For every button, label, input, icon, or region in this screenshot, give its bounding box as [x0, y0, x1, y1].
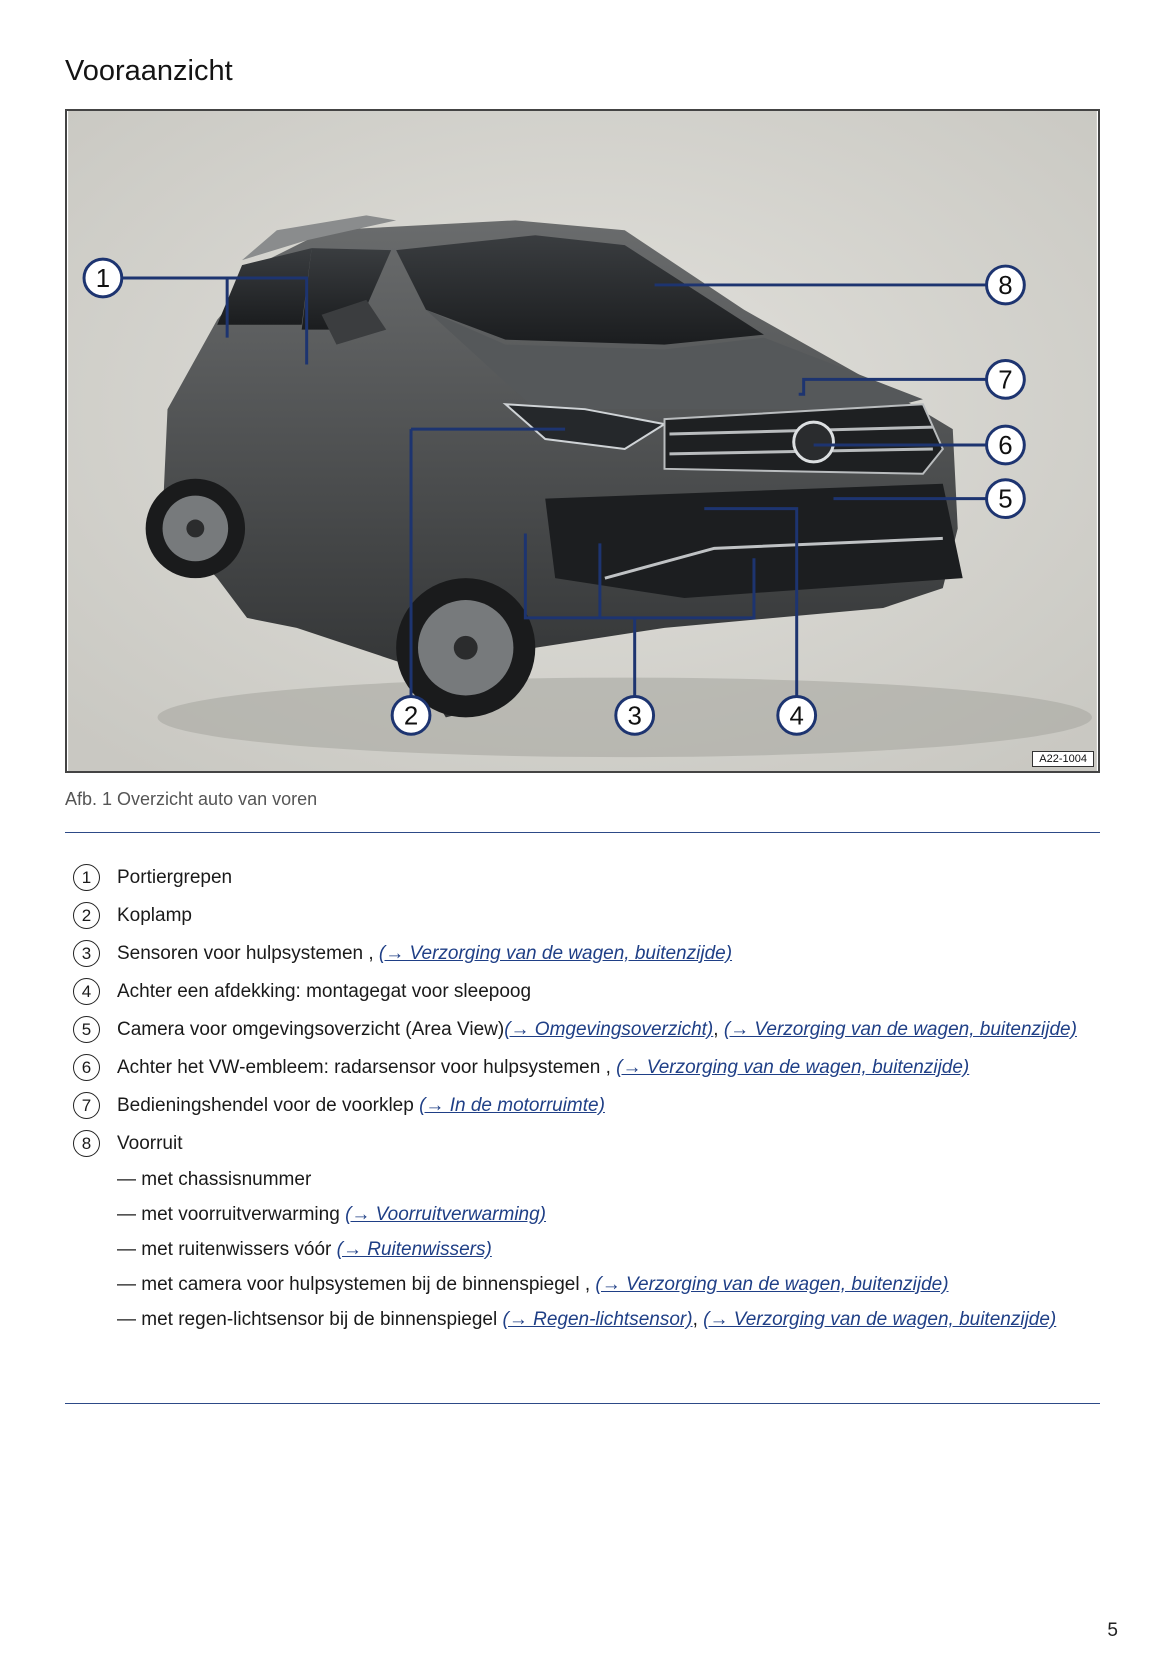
- windshield-subitem: [73, 1272, 1103, 1298]
- subitem-text: — met camera voor hulpsystemen bij de binnenspiegel ,: [117, 1274, 596, 1295]
- callout-6: [987, 426, 1025, 464]
- legend-list: [73, 863, 1103, 1342]
- callout-5: [987, 480, 1025, 518]
- svg-text:7: 7: [998, 366, 1013, 395]
- page-title: Vooraanzicht: [65, 55, 233, 87]
- callout-1: [84, 259, 122, 297]
- svg-text:3: 3: [627, 702, 642, 731]
- legend-number: 1: [73, 864, 100, 891]
- legend-item-6: [73, 1053, 1103, 1082]
- legend-number: 7: [73, 1092, 100, 1119]
- car-front-figure: [65, 109, 1100, 773]
- legend-item-2: [73, 901, 1103, 930]
- legend-item-3: [73, 939, 1103, 968]
- legend-text: Achter het VW-embleem: radarsensor voor hulpsystemen ,: [117, 1057, 617, 1078]
- page-number: 5: [1107, 1620, 1118, 1641]
- svg-text:6: 6: [998, 431, 1013, 460]
- subitem-text: — met ruitenwissers vóór: [117, 1239, 337, 1260]
- windshield-subitem: [73, 1202, 1103, 1228]
- legend-number: 4: [73, 978, 100, 1005]
- legend-text: Portiergrepen: [117, 867, 233, 888]
- cross-reference-link[interactable]: (→ Verzorging van de wagen, buitenzijde): [595, 1274, 949, 1295]
- svg-text:4: 4: [789, 702, 804, 731]
- legend-number: 8: [73, 1130, 100, 1157]
- callout-8: [987, 266, 1025, 304]
- legend-item-1: [73, 863, 1103, 892]
- figure-caption: Afb. 1 Overzicht auto van voren: [65, 789, 318, 809]
- svg-text:1: 1: [95, 264, 111, 293]
- cross-reference-link[interactable]: (→ In de motorruimte): [419, 1095, 605, 1116]
- windshield-subitem: [73, 1167, 1103, 1193]
- cross-reference-link[interactable]: (→ Verzorging van de wagen, buitenzijde): [378, 943, 733, 964]
- legend-number: 3: [73, 940, 100, 967]
- legend-number: 5: [73, 1016, 100, 1043]
- figure-code: A22-1004: [1032, 751, 1094, 767]
- cross-reference-link[interactable]: (→ Ruitenwissers): [336, 1239, 492, 1260]
- legend-item-7: [73, 1091, 1103, 1120]
- subitem-text: — met chassisnummer: [117, 1169, 312, 1190]
- windshield-subitem: — met regen-lichtsensor bij de binnenspiegel (→ Regen-lichtsensor), (→ Verzorging van de wagen, buitenzijde): [117, 1309, 1057, 1330]
- legend-number: 2: [73, 902, 100, 929]
- divider-top: [65, 832, 1100, 833]
- legend-text: Achter een afdekking: montagegat voor sleepoog: [117, 981, 532, 1002]
- svg-text:8: 8: [998, 271, 1013, 300]
- svg-text:2: 2: [403, 702, 419, 731]
- cross-reference-link[interactable]: (→ Verzorging van de wagen, buitenzijde): [723, 1019, 1077, 1040]
- callout-3: [616, 696, 654, 734]
- vw-emblem: [794, 422, 834, 462]
- subitem-text: — met regen-lichtsensor bij de binnenspiegel: [117, 1309, 503, 1330]
- cross-reference-link[interactable]: (→ Omgevingsoverzicht): [504, 1019, 714, 1040]
- subitem-text: — met voorruitverwarming: [117, 1204, 346, 1225]
- callout-7: [987, 360, 1025, 398]
- cross-reference-link[interactable]: (→ Verzorging van de wagen, buitenzijde): [616, 1057, 970, 1078]
- legend-item-4: [73, 977, 1103, 1006]
- legend-text: Koplamp: [117, 905, 192, 926]
- cross-reference-link[interactable]: (→ Verzorging van de wagen, buitenzijde): [703, 1309, 1057, 1330]
- car-illustration: [67, 111, 1098, 771]
- callout-4: [778, 696, 816, 734]
- cross-reference-link[interactable]: (→ Regen-lichtsensor): [502, 1309, 693, 1330]
- svg-text:5: 5: [998, 485, 1013, 514]
- legend-text: Voorruit: [117, 1133, 183, 1154]
- legend-item-8: [73, 1129, 1103, 1158]
- legend-text: Bedieningshendel voor de voorklep: [117, 1095, 420, 1116]
- legend-item-5: 5 Camera voor omgevingsoverzicht (Area View)(→ Omgevingsoverzicht), (→ Verzorging van de wagen, buitenzijde): [73, 1015, 1103, 1044]
- callout-2: [392, 696, 430, 734]
- windshield-subitem: [73, 1237, 1103, 1263]
- legend-number: 6: [73, 1054, 100, 1081]
- cross-reference-link[interactable]: (→ Voorruitverwarming): [345, 1204, 547, 1225]
- legend-text: Camera voor omgevingsoverzicht (Area View): [117, 1019, 505, 1040]
- legend-text: Sensoren voor hulpsystemen ,: [117, 943, 379, 964]
- divider-bottom: [65, 1403, 1100, 1404]
